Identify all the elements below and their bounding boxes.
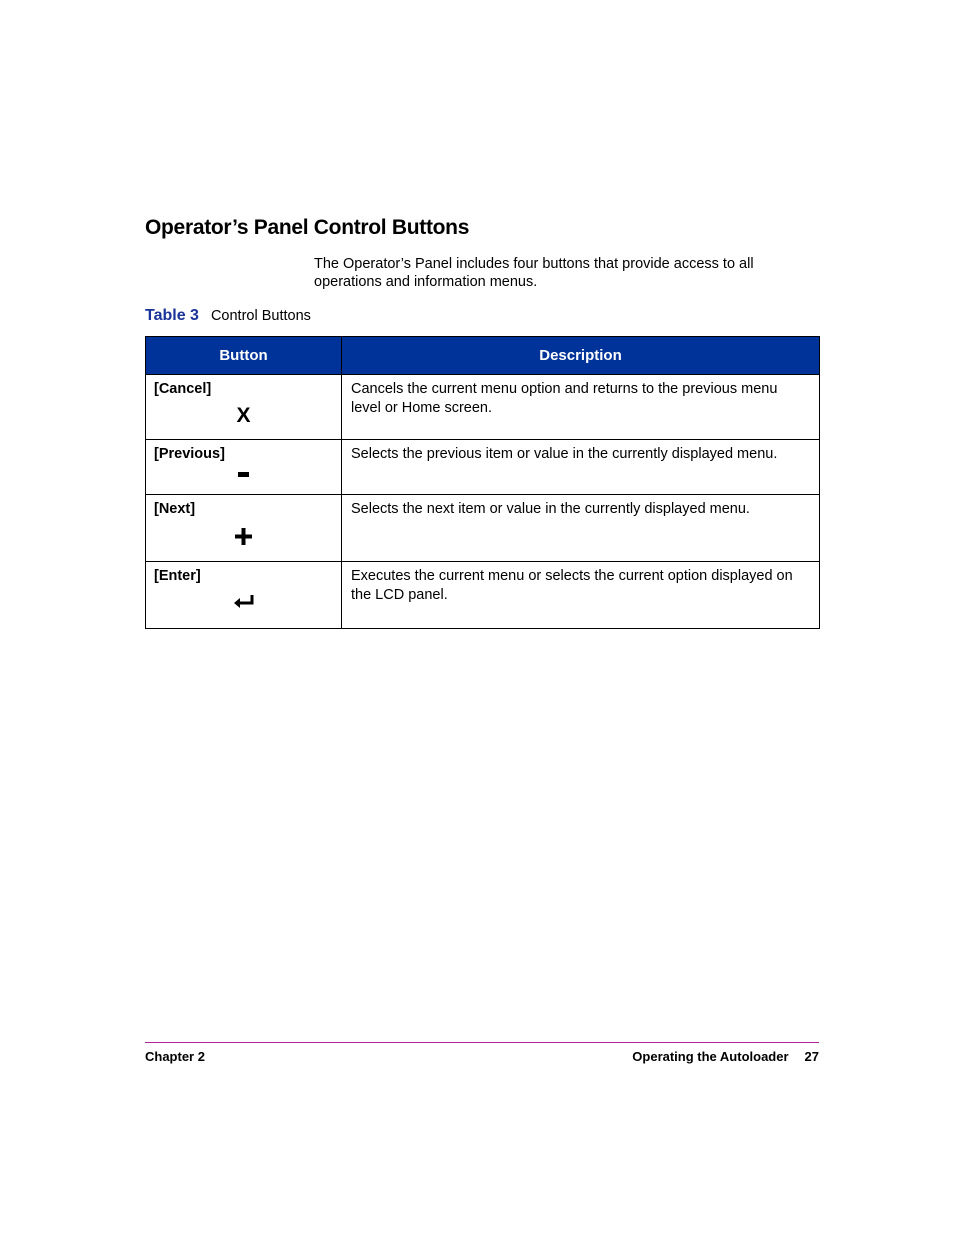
table-row [146,562,820,629]
description-cell [342,440,820,495]
description-cell [342,562,820,629]
button-description: Cancels the current menu option and returns to the previous menu level or Home screen. [351,381,778,416]
footer-right [632,1049,819,1064]
footer-divider [145,1042,819,1043]
table-row [146,495,820,562]
footer-chapter: Chapter 2 [145,1049,205,1064]
button-name: [Previous] [154,446,225,462]
minus-icon [146,464,341,482]
button-name: [Next] [154,501,196,517]
enter-arrow-icon [146,594,341,614]
section-title: Operator’s Panel Control Buttons [145,216,470,239]
button-description: Selects the next item or value in the currently displayed menu. [351,501,750,517]
table-caption [145,307,311,325]
button-cell [146,495,342,562]
table-row [146,375,820,440]
button-cell [146,440,342,495]
plus-icon [146,528,341,550]
page-number: 27 [804,1049,819,1064]
x-icon: X [236,404,251,427]
button-description: Executes the current menu or selects the current option displayed on the LCD panel. [351,568,793,603]
table-caption-label: Table 3 [145,307,199,324]
button-description: Selects the previous item or value in the currently displayed menu. [351,446,778,462]
header-description: Description [342,337,820,375]
table-caption-text: Control Buttons [210,308,311,324]
intro-paragraph: The Operator’s Panel includes four buttons that provide access to all operations and information menus. [314,256,754,290]
header-button: Button [146,337,342,375]
button-cell [146,375,342,440]
table-header-row [146,337,820,375]
control-buttons-table [145,336,820,629]
button-cell [146,562,342,629]
footer-section-name: Operating the Autoloader [632,1049,789,1064]
description-cell [342,375,820,440]
button-name: [Enter] [154,568,201,584]
table-row [146,440,820,495]
button-name: [Cancel] [154,381,212,397]
description-cell [342,495,820,562]
